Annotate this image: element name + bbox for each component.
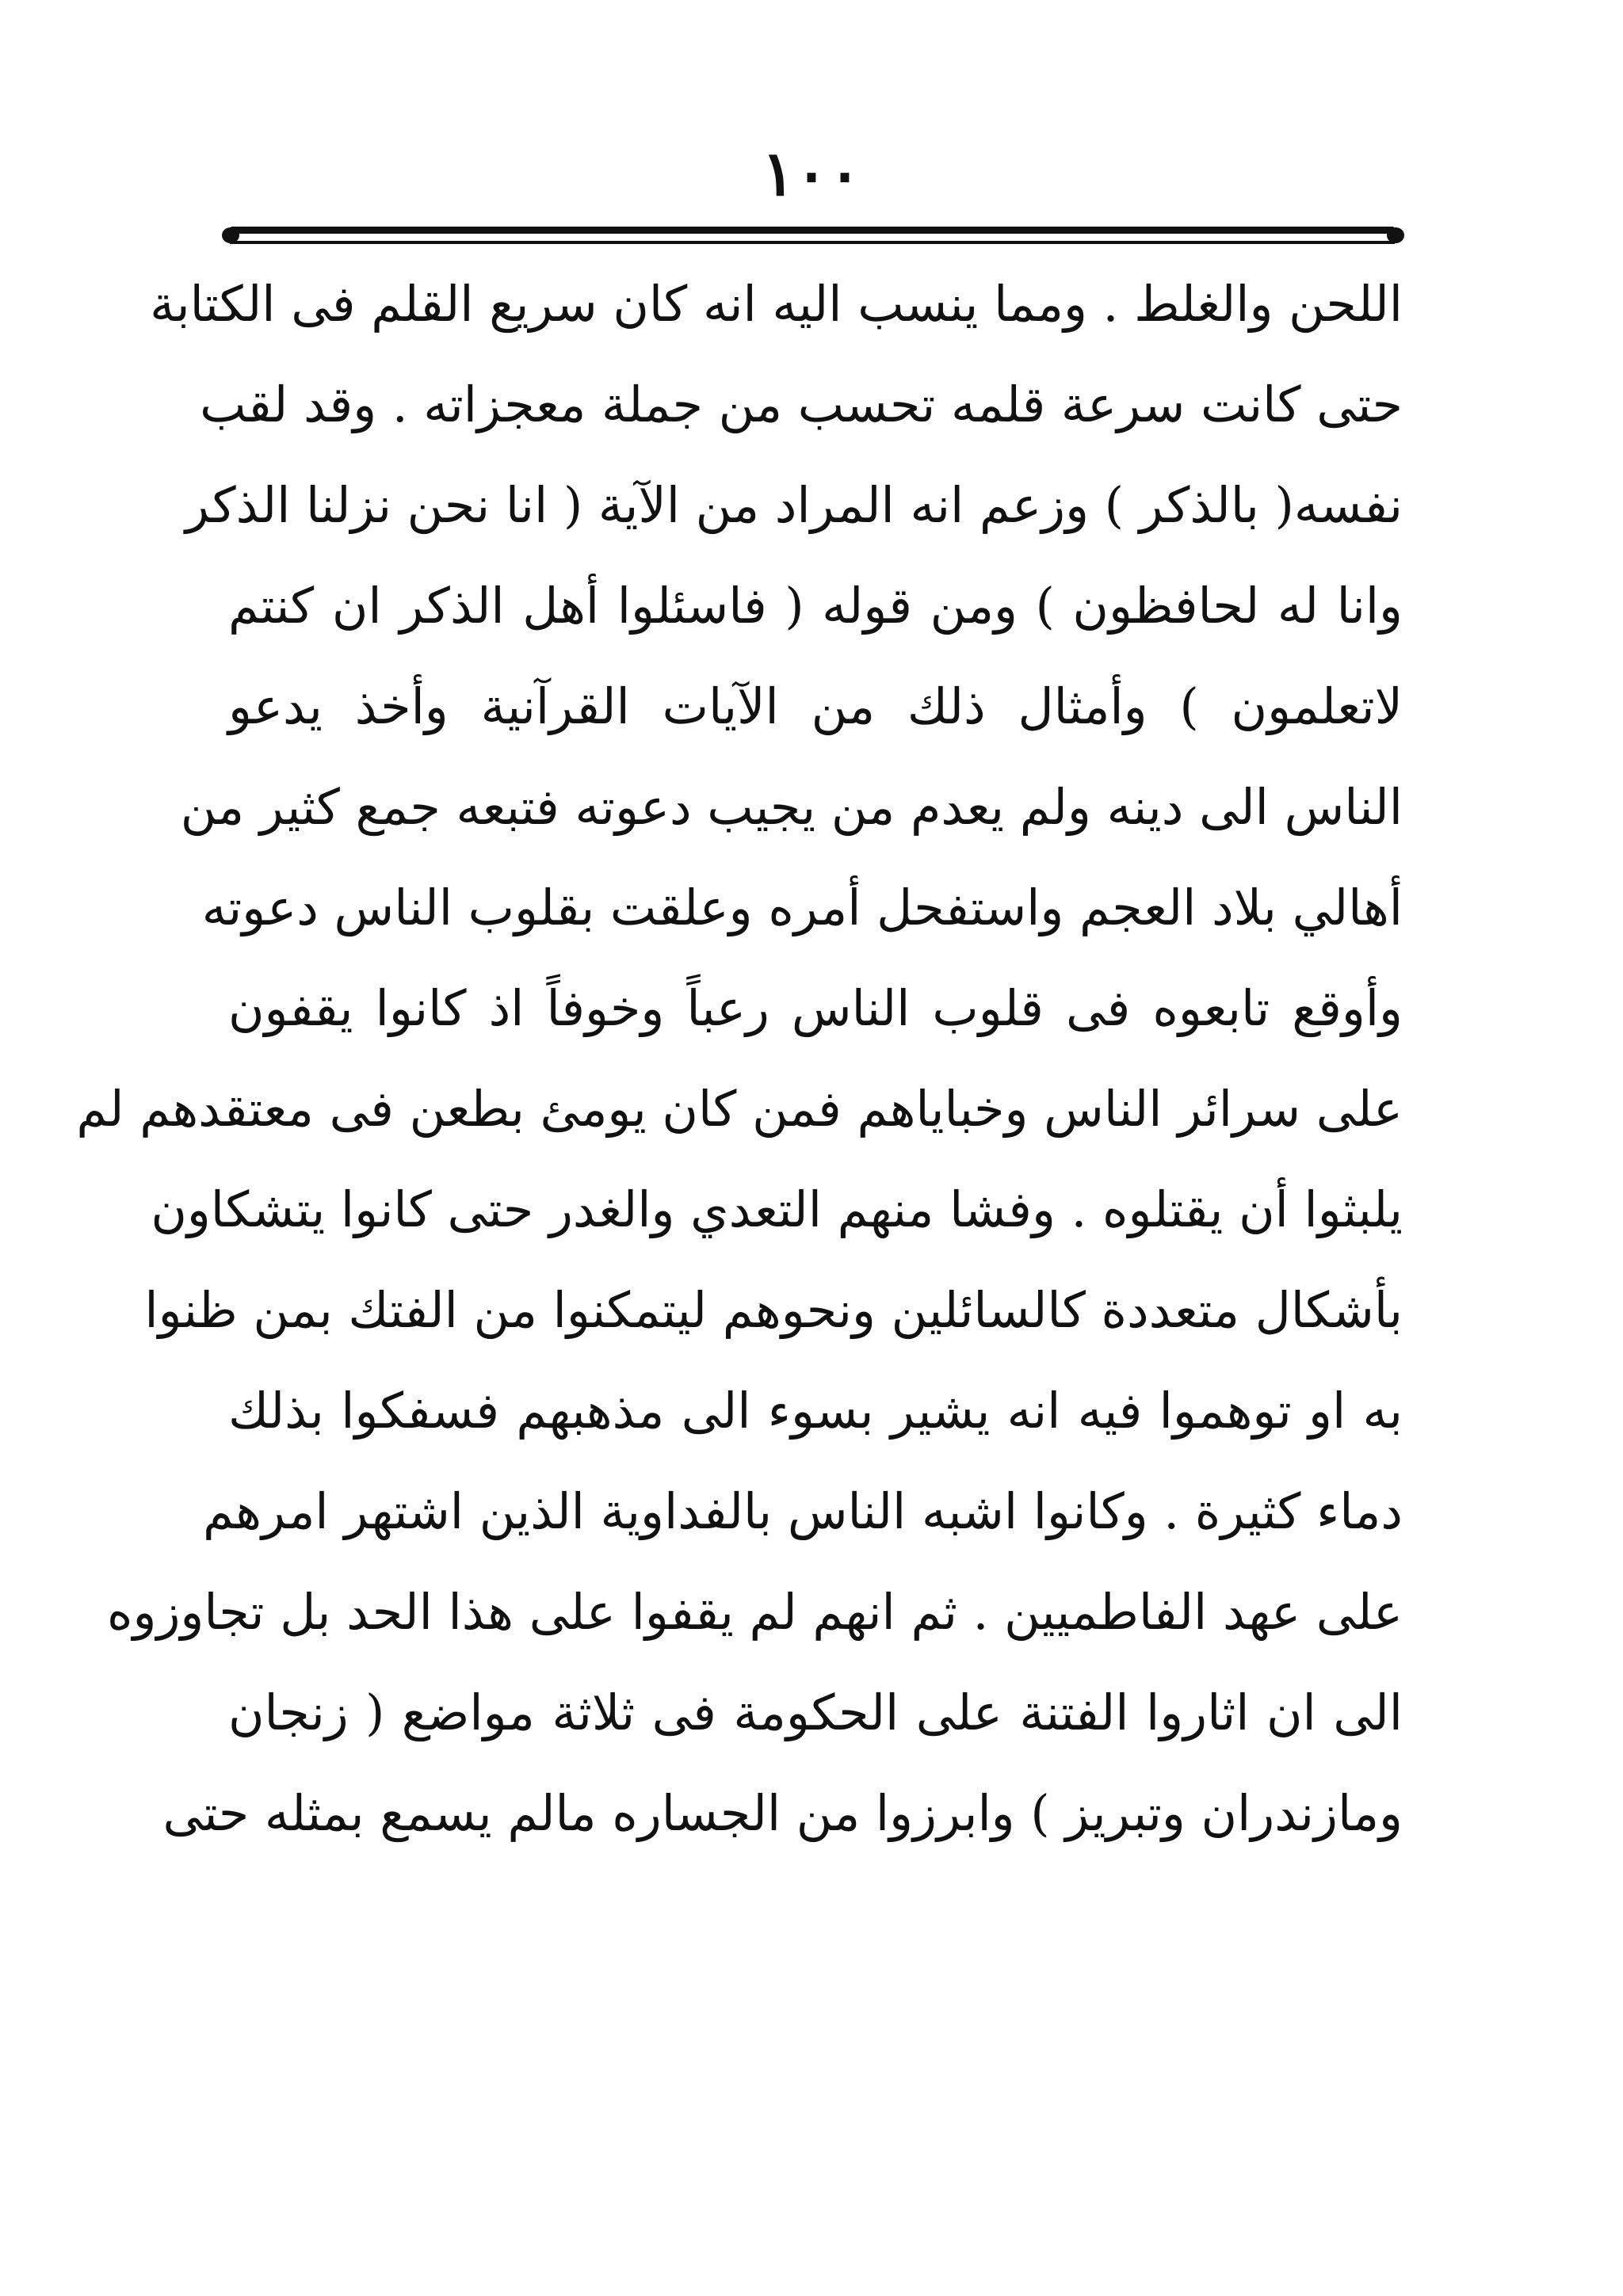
text-line-14: على عهد الفاطميين . ثم انهم لم يقفوا على هذا الحد بل تجاوزوه [107,1583,1403,1641]
text-line-5: لاتعلمون ) وأمثال ذلك من الآيات القرآنية وأخذ يدعو [228,677,1403,735]
text-line-13: دماء كثيرة . وكانوا اشبه الناس بالفداوية الذين اشتهر امرهم [203,1482,1403,1540]
page-number: ١٠٠ [762,138,861,210]
text-line-2: حتى كانت سرعة قلمه تحسب من جملة معجزاته . وقد لقب [200,376,1403,433]
text-line-9: على سرائر الناس وخباياهم فمن كان يومئ بطعن فى معتقدهم لم [76,1080,1403,1138]
text-line-4: وانا له لحافظون ) ومن قوله ( فاسئلوا أهل الذكر ان كنتم [228,577,1403,635]
header-rule-thick [230,227,1395,234]
text-line-15: الى ان اثاروا الفتنة على الحكومة فى ثلاثة مواضع ( زنجان [228,1684,1403,1741]
text-line-10: يلبثوا أن يقتلوه . وفشا منهم التعدي والغدر حتى كانوا يتشكاون [151,1180,1403,1238]
text-line-3: نفسه( بالذكر ) وزعم انه المراد من الآية ( انا نحن نزلنا الذكر [185,476,1403,534]
text-line-7: أهالي بلاد العجم واستفحل أمره وعلقت بقلوب الناس دعوته [201,879,1403,936]
text-line-1: اللحن والغلط . ومما ينسب اليه انه كان سريع القلم فى الكتابة [150,275,1403,333]
text-line-16: ومازندران وتبريز ) وابرزوا من الجساره مالم يسمع بمثله حتى [162,1784,1403,1842]
text-line-6: الناس الى دينه ولم يعدم من يجيب دعوته فتبعه جمع كثير من [180,778,1403,836]
header-rule-end-right [1387,227,1404,243]
header-rule-thin [230,241,1395,244]
body-text [76,254,1403,1863]
text-line-12: به او توهموا فيه انه يشير بسوء الى مذهبهم فسفكوا بذلك [228,1382,1403,1440]
text-line-11: بأشكال متعددة كالسائلين ونحوهم ليتمكنوا من الفتك بمن ظنوا [144,1281,1403,1339]
header-rule-end-left [222,227,239,243]
text-line-8: وأوقع تابعوه فى قلوب الناس رعباً وخوفاً اذ كانوا يقفون [228,979,1403,1037]
